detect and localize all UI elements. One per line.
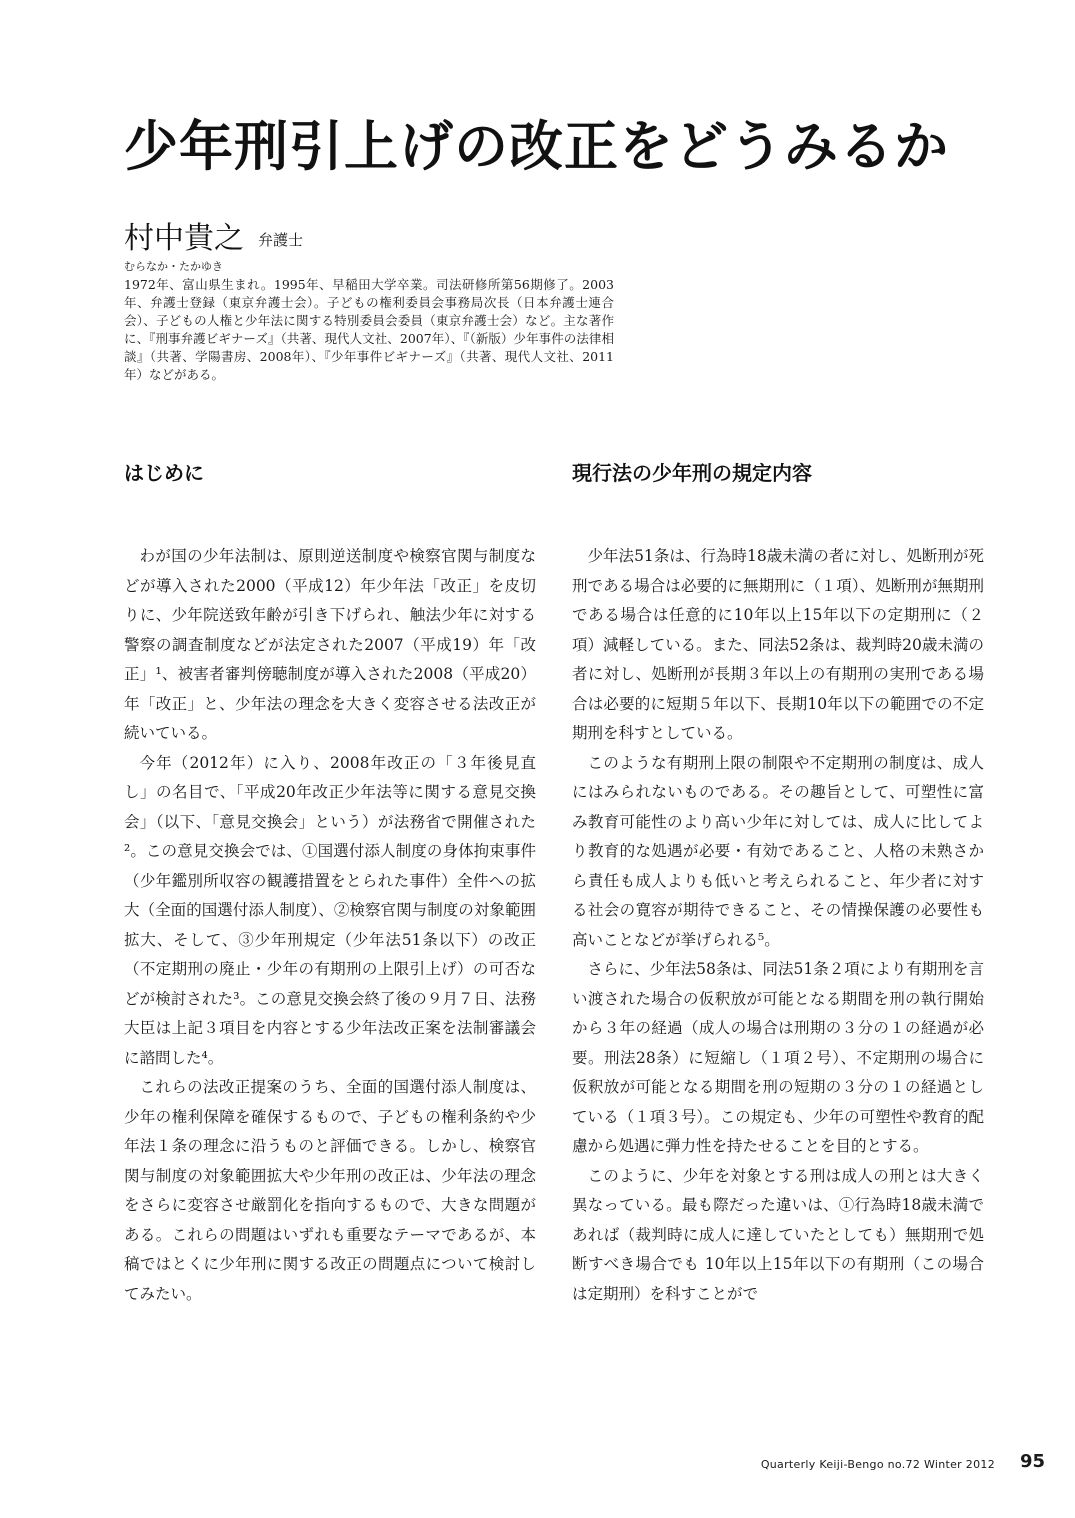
section-body-current-law: [572, 542, 984, 1309]
paragraph: 少年法51条は、行為時18歳未満の者に対し、処断刑が死刑である場合は必要的に無期刑に（１項）、処断刑が無期刑である場合は任意的に10年以上15年以下の定期刑に（２項）減軽している。また、同法52条は、裁判時20歳未満の者に対し、処断刑が長期３年以上の有期刑の実刑である場合は必要的に短期５年以下、長期10年以下の範囲での不定期刑を科すとしている。: [572, 547, 984, 742]
right-column: [572, 458, 984, 1309]
section-heading-current-law: 現行法の少年刑の規定内容: [572, 461, 812, 485]
author-name: 村中貴之: [124, 221, 244, 256]
page-number: 95: [1019, 1451, 1045, 1472]
paragraph: 今年（2012年）に入り、2008年改正の「３年後見直し」の名目で、「平成20年改正少年法等に関する意見交換会」（以下、「意見交換会」という）が法務省で開催された²。この意見交換会では、①国選付添人制度の身体拘束事件（少年鑑別所収容の観護措置をとられた事件）全件への拡大（全面的国選付添人制度）、②検察官関与制度の対象範囲拡大、そして、③少年刑規定（少年法51条以下）の改正（不定期刑の廃止・少年の有期刑の上限引上げ）の可否などが検討された³。この意見交換会終了後の９月７日、法務大臣は上記３項目を内容とする少年法改正案を法制審議会に諮問した⁴。: [124, 753, 536, 1067]
paragraph: わが国の少年法制は、原則逆送制度や検察官関与制度などが導入された2000（平成12）年少年法「改正」を皮切りに、少年院送致年齢が引き下げられ、触法少年に対する警察の調査制度などが法定された2007（平成19）年「改正」¹、被害者審判傍聴制度が導入された2008（平成20）年「改正」と、少年法の理念を大きく変容させる法改正が続いている。: [124, 547, 536, 742]
footer-journal-info: Quarterly Keiji-Bengo no.72 Winter 2012: [760, 1458, 995, 1471]
section-heading-introduction: はじめに: [124, 461, 204, 485]
author-bio: 1972年、富山県生まれ。1995年、早稲田大学卒業。司法研修所第56期修了。2003年、弁護士登録（東京弁護士会）。子どもの権利委員会事務局次長（日本弁護士連合会）、子どもの人権と少年法に関する特別委員会委員（東京弁護士会）など。主な著作に、『刑事弁護ビギナーズ』（共著、現代人文社、2007年）、『（新版）少年事件の法律相談』（共著、学陽書房、2008年）、『少年事件ビギナーズ』（共著、現代人文社、2011年）などがある。: [124, 277, 614, 382]
article-title: 少年刑引上げの改正をどうみるか: [124, 115, 949, 178]
author-role: 弁護士: [258, 231, 304, 249]
paragraph: さらに、少年法58条は、同法51条２項により有期刑を言い渡された場合の仮釈放が可能となる期間を刑の執行開始から３年の経過（成人の場合は刑期の３分の１の経過が必要。刑法28条）に短縮し（１項２号）、不定期刑の場合に仮釈放が可能となる期間を刑の短期の３分の１の経過としている（１項３号）。この規定も、少年の可塑性や教育的配慮から処遇に弾力性を持たせることを目的とする。: [572, 960, 984, 1155]
left-column: [124, 458, 536, 1309]
paragraph: これらの法改正提案のうち、全面的国選付添人制度は、少年の権利保障を確保するもので、子どもの権利条約や少年法１条の理念に沿うものと評価できる。しかし、検察官関与制度の対象範囲拡大や少年刑の改正は、少年法の理念をさらに変容させ厳罰化を指向するもので、大きな問題がある。これらの問題はいずれも重要なテーマであるが、本稿ではとくに少年刑に関する改正の問題点について検討してみたい。: [124, 1078, 536, 1303]
section-body-introduction: [124, 542, 536, 1309]
paragraph: このような有期刑上限の制限や不定期刑の制度は、成人にはみられないものである。その趣旨として、可塑性に富み教育可能性のより高い少年に対しては、成人に比してより教育的な処遇が必要・有効であること、人格の未熟さから責任も成人よりも低いと考えられること、年少者に対する社会の寛容が期待できること、その情操保護の必要性も高いことなどが挙げられる⁵。: [572, 753, 984, 949]
author-kana: むらなか・たかゆき: [124, 260, 223, 273]
paragraph: このように、少年を対象とする刑は成人の刑とは大きく異なっている。最も際だった違いは、①行為時18歳未満であれば（裁判時に成人に達していたとしても）無期刑で処断すべき場合でも 10年以上15年以下の有期刑（この場合は定期刑）を科すことがで: [572, 1166, 984, 1303]
